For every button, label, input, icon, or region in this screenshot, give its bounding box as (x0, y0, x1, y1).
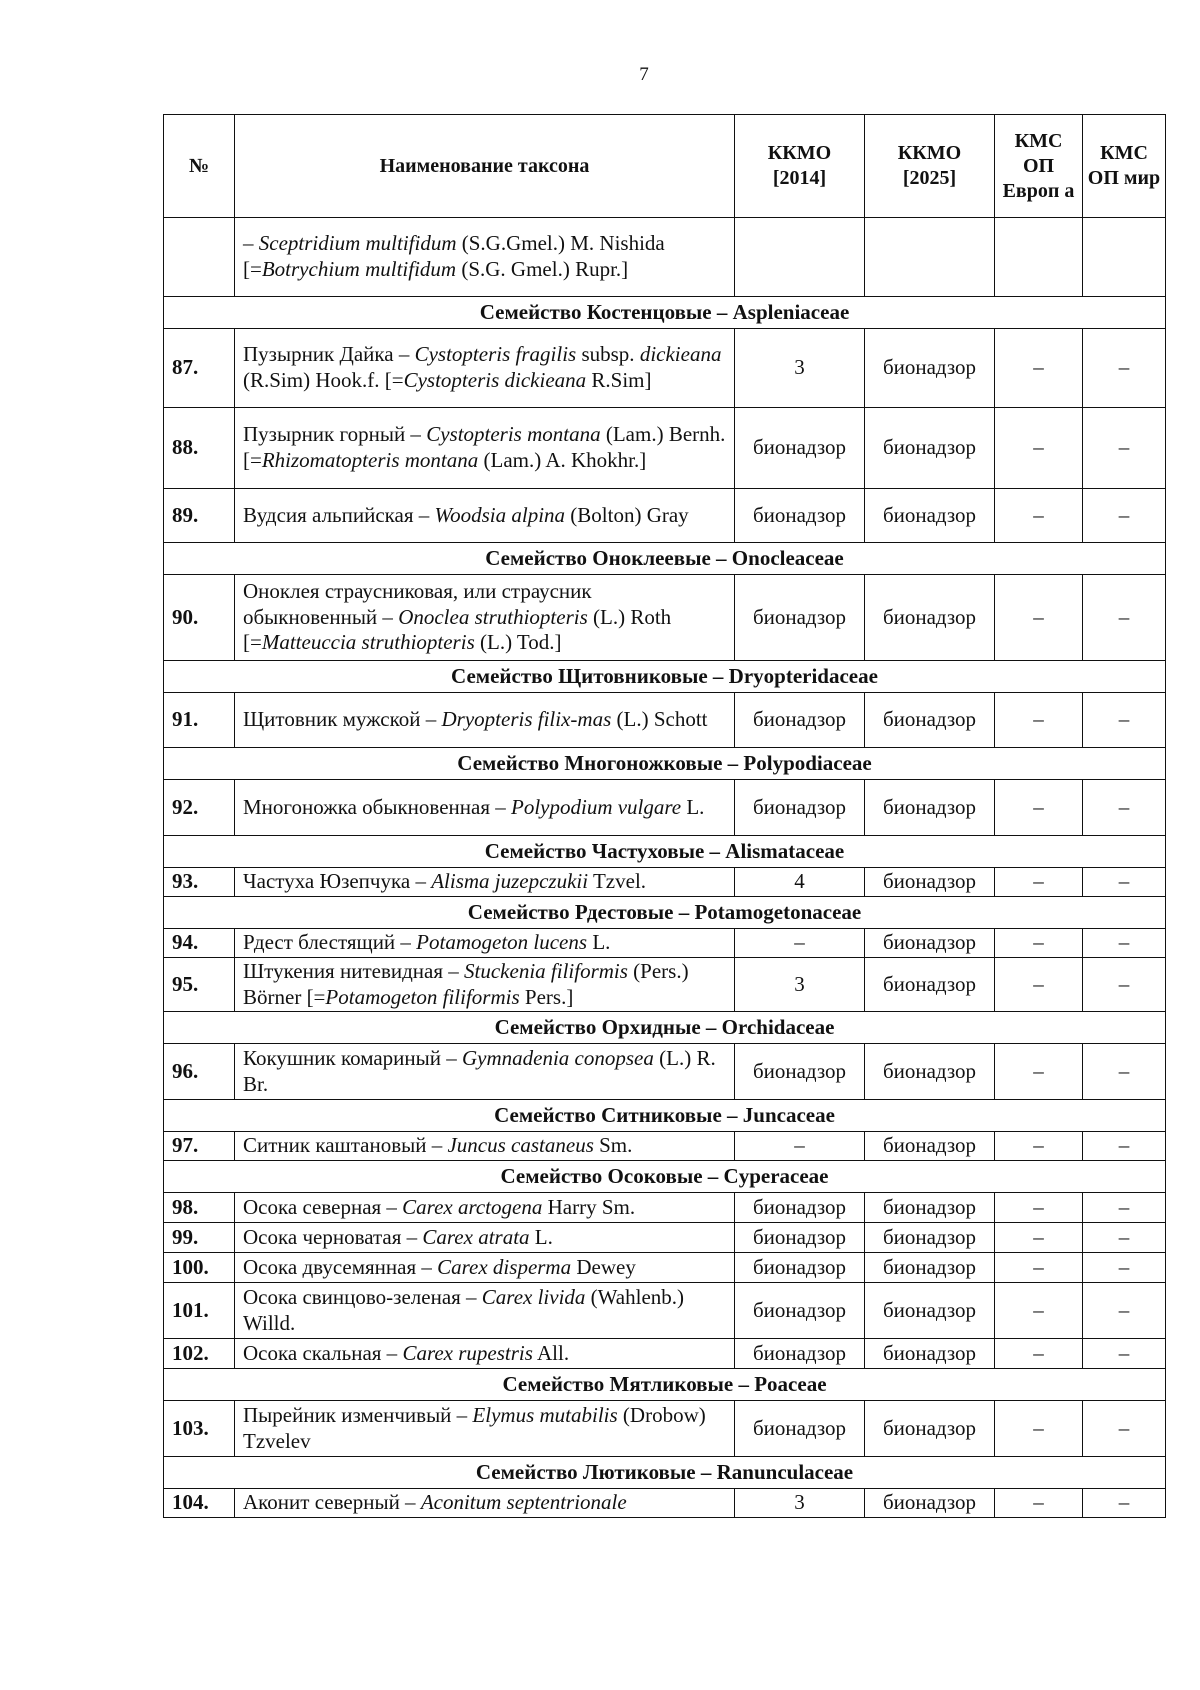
name-text: (L.) Roth [= (243, 604, 672, 655)
kkmo-2025-status: бионадзор (865, 929, 995, 958)
name-text: Harry Sm. (542, 1194, 636, 1219)
name-text: Sm. (593, 1133, 633, 1158)
latin-name: Aconitum septentrionale (420, 1490, 627, 1515)
name-text: All. (532, 1340, 570, 1365)
kkmo-2025-status: бионадзор (865, 958, 995, 1012)
kms-world-status: – (1083, 1339, 1166, 1369)
row-number: 88. (164, 408, 235, 489)
family-heading: Семейство Рдестовые – Potamogetonaceae (164, 897, 1166, 929)
kkmo-2014-status: бионадзор (735, 489, 865, 543)
family-row (164, 836, 1166, 868)
table-row (164, 1132, 1166, 1161)
kkmo-2014-status: бионадзор (735, 1283, 865, 1339)
table-row (164, 1044, 1166, 1100)
taxon-name (235, 693, 735, 748)
taxon-name (235, 408, 735, 489)
kms-world-status: – (1083, 1253, 1166, 1283)
kms-europe-status: – (995, 1253, 1083, 1283)
name-text: (L.) R. Br. (243, 1045, 716, 1096)
kms-europe-status: – (995, 958, 1083, 1012)
latin-name: Cystopteris montana (426, 422, 601, 447)
table-row (164, 408, 1166, 489)
latin-name: Stuckenia filiformis (464, 958, 628, 983)
family-heading: Семейство Многоножковые – Polypodiaceae (164, 748, 1166, 780)
kkmo-2014-status: 3 (735, 329, 865, 408)
kms-europe-status: – (995, 1401, 1083, 1457)
kkmo-2025-status: бионадзор (865, 1044, 995, 1100)
name-text: L. (587, 930, 611, 955)
header-kkmo-2014: ККМО [2014] (735, 115, 865, 218)
taxon-name (235, 1044, 735, 1100)
row-number: 97. (164, 1132, 235, 1161)
family-heading: Семейство Частуховые – Alismataceae (164, 836, 1166, 868)
family-heading: Семейство Щитовниковые – Dryopteridaceae (164, 661, 1166, 693)
kkmo-2014-status: бионадзор (735, 693, 865, 748)
latin-name: Botrychium multifidum (261, 257, 457, 281)
taxon-name (235, 780, 735, 836)
family-row (164, 543, 1166, 575)
latin-name: Onoclea struthiopteris (398, 604, 588, 629)
kms-world-status: – (1083, 780, 1166, 836)
kms-europe-status: – (995, 1339, 1083, 1369)
taxon-name (235, 1193, 735, 1223)
kkmo-2025-status: бионадзор (865, 1283, 995, 1339)
kkmo-2014-status: 4 (735, 868, 865, 897)
row-number: 102. (164, 1339, 235, 1369)
latin-name: Cystopteris dickieana (403, 368, 587, 392)
kkmo-2014-status: бионадзор (735, 1339, 865, 1369)
latin-name: Cystopteris fragilis (414, 342, 577, 367)
kms-world-status: – (1083, 1283, 1166, 1339)
row-number: 89. (164, 489, 235, 543)
table-row (164, 218, 1166, 297)
family-row (164, 1100, 1166, 1132)
family-heading: Семейство Оноклеевые – Onocleaceae (164, 543, 1166, 575)
latin-name: Carex livida (481, 1284, 586, 1309)
kkmo-2025-status: бионадзор (865, 408, 995, 489)
name-text: R.Sim] (586, 368, 652, 392)
kms-europe-status: – (995, 1193, 1083, 1223)
name-text: (Lam.) A. Khokhr.] (478, 448, 647, 472)
table-row (164, 1401, 1166, 1457)
kkmo-2025-status: бионадзор (865, 780, 995, 836)
kms-world-status: – (1083, 575, 1166, 661)
taxon-name (235, 929, 735, 958)
kms-europe-status: – (995, 868, 1083, 897)
kkmo-2025-status (865, 218, 995, 297)
table-row (164, 958, 1166, 1012)
latin-name: Potamogeton filiformis (325, 984, 520, 1009)
row-number: 90. (164, 575, 235, 661)
kms-world-status: – (1083, 868, 1166, 897)
table-row (164, 780, 1166, 836)
name-text: (R.Sim) Hook.f. [= (243, 368, 404, 392)
family-row (164, 1457, 1166, 1489)
name-text: Кокушник комариный – (243, 1045, 462, 1070)
latin-name: Gymnadenia conopsea (462, 1045, 654, 1070)
row-number: 98. (164, 1193, 235, 1223)
name-text: (L.) Tod.] (474, 630, 562, 655)
row-number: 100. (164, 1253, 235, 1283)
table-row (164, 1489, 1166, 1518)
name-text: Вудсия альпийская – (243, 502, 435, 527)
family-heading: Семейство Ситниковые – Juncaceae (164, 1100, 1166, 1132)
taxon-name (235, 1223, 735, 1253)
name-text: Tzvel. (588, 869, 647, 894)
kkmo-2014-status (735, 218, 865, 297)
kkmo-2025-status: бионадзор (865, 329, 995, 408)
latin-name: Carex atrata (422, 1224, 530, 1249)
kkmo-2014-status: бионадзор (735, 1193, 865, 1223)
kkmo-2014-status: – (735, 929, 865, 958)
name-text: subsp. (576, 342, 640, 367)
taxon-name (235, 575, 735, 661)
latin-name: Potamogeton lucens (416, 930, 588, 955)
name-text: (S.G.Gmel.) M. Nishida [= (243, 231, 665, 281)
name-text: Осока свинцово-зеленая – (243, 1284, 482, 1309)
latin-name: Rhizomatopteris montana (261, 448, 479, 472)
taxon-name (235, 489, 735, 543)
name-text: (Bolton) Gray (565, 502, 689, 527)
header-kms-world: КМС ОП мир (1083, 115, 1166, 218)
name-text: Пузырник горный – (243, 422, 427, 447)
row-number: 93. (164, 868, 235, 897)
row-number: 92. (164, 780, 235, 836)
kkmo-2025-status: бионадзор (865, 868, 995, 897)
taxon-name (235, 218, 735, 297)
name-text: Многоножка обыкновенная – (243, 794, 511, 819)
name-text: Аконит северный – (243, 1490, 421, 1515)
taxon-name (235, 1132, 735, 1161)
kms-world-status: – (1083, 1489, 1166, 1518)
taxon-name (235, 329, 735, 408)
row-number: 94. (164, 929, 235, 958)
row-number: 103. (164, 1401, 235, 1457)
name-text: Ситник каштановый – (243, 1133, 448, 1158)
table-row (164, 575, 1166, 661)
name-text: Щитовник мужской – (243, 707, 442, 732)
latin-name: Carex arctogena (402, 1194, 543, 1219)
table-row (164, 329, 1166, 408)
name-text: (Drobow) Tzvelev (243, 1402, 706, 1453)
kkmo-2014-status: бионадзор (735, 1044, 865, 1100)
name-text: Оноклея страусниковая, или страусник обыкновенный – (243, 579, 592, 629)
kkmo-2025-status: бионадзор (865, 1339, 995, 1369)
row-number: 96. (164, 1044, 235, 1100)
table-row (164, 1223, 1166, 1253)
family-row (164, 661, 1166, 693)
page-number: 7 (639, 64, 649, 85)
latin-name: Polypodium vulgare (511, 794, 682, 819)
row-number: 87. (164, 329, 235, 408)
kms-europe-status: – (995, 1132, 1083, 1161)
family-heading: Семейство Орхидные – Orchidaceae (164, 1012, 1166, 1044)
kms-europe-status: – (995, 575, 1083, 661)
family-row (164, 748, 1166, 780)
kms-europe-status: – (995, 1044, 1083, 1100)
kkmo-2025-status: бионадзор (865, 693, 995, 748)
kkmo-2014-status: бионадзор (735, 1223, 865, 1253)
family-heading: Семейство Лютиковые – Ranunculaceae (164, 1457, 1166, 1489)
kms-europe-status: – (995, 693, 1083, 748)
latin-name: Sceptridium multifidum (258, 231, 457, 256)
kms-europe-status: – (995, 1223, 1083, 1253)
latin-name: Alisma juzepczukii (431, 869, 589, 894)
kkmo-2025-status: бионадзор (865, 1223, 995, 1253)
row-number: 104. (164, 1489, 235, 1518)
kms-world-status: – (1083, 489, 1166, 543)
name-text: (Wahlenb.) Willd. (243, 1284, 685, 1335)
taxon-name (235, 868, 735, 897)
latin-name: dickieana (639, 342, 722, 367)
kms-europe-status: – (995, 329, 1083, 408)
taxon-name (235, 1489, 735, 1518)
kms-world-status: – (1083, 1401, 1166, 1457)
row-number: 99. (164, 1223, 235, 1253)
name-text: L. (681, 794, 705, 819)
latin-name: Carex disperma (437, 1254, 572, 1279)
name-text: Частуха Юзепчука – (243, 869, 432, 894)
kms-world-status: – (1083, 1044, 1166, 1100)
latin-name: Juncus castaneus (447, 1133, 594, 1158)
name-text: (Lam.) Bernh. [= (243, 422, 726, 472)
name-text: Пырейник изменчивый – (243, 1402, 473, 1427)
kkmo-2014-status: бионадзор (735, 408, 865, 489)
table-row (164, 1339, 1166, 1369)
kms-world-status: – (1083, 329, 1166, 408)
latin-name: Carex rupestris (402, 1340, 533, 1365)
name-text: Осока двусемянная – (243, 1254, 438, 1279)
name-text: Осока скальная – (243, 1340, 403, 1365)
name-text: (Pers.) Börner [= (243, 958, 689, 1009)
name-text: Dewey (571, 1254, 636, 1279)
table-row (164, 868, 1166, 897)
row-number: 95. (164, 958, 235, 1012)
kms-europe-status: – (995, 1489, 1083, 1518)
family-row (164, 1369, 1166, 1401)
kkmo-2025-status: бионадзор (865, 575, 995, 661)
name-text: Пузырник Дайка – (243, 342, 415, 367)
name-text: L. (529, 1224, 553, 1249)
name-text: Рдест блестящий – (243, 930, 417, 955)
table-row (164, 1193, 1166, 1223)
kkmo-2014-status: 3 (735, 1489, 865, 1518)
table-row (164, 693, 1166, 748)
kkmo-2025-status: бионадзор (865, 1193, 995, 1223)
name-text: Осока северная – (243, 1194, 403, 1219)
kms-europe-status: – (995, 929, 1083, 958)
header-kkmo-2025: ККМО [2025] (865, 115, 995, 218)
family-heading: Семейство Мятликовые – Poaceae (164, 1369, 1166, 1401)
kms-europe-status (995, 218, 1083, 297)
kms-europe-status: – (995, 780, 1083, 836)
kms-world-status: – (1083, 408, 1166, 489)
family-heading: Семейство Осоковые – Cyperaceae (164, 1161, 1166, 1193)
name-text: Осока черноватая – (243, 1224, 423, 1249)
family-row (164, 1161, 1166, 1193)
row-number (164, 218, 235, 297)
taxon-name (235, 1401, 735, 1457)
row-number: 101. (164, 1283, 235, 1339)
kms-world-status: – (1083, 693, 1166, 748)
kms-world-status: – (1083, 1223, 1166, 1253)
table-row (164, 489, 1166, 543)
name-text: Штукения нитевидная – (243, 958, 465, 983)
kms-world-status: – (1083, 958, 1166, 1012)
header-number: № (164, 115, 235, 218)
name-text: (S.G. Gmel.) Rupr.] (456, 257, 629, 281)
table-row (164, 929, 1166, 958)
kkmo-2014-status: бионадзор (735, 575, 865, 661)
family-row (164, 1012, 1166, 1044)
kkmo-2025-status: бионадзор (865, 1132, 995, 1161)
name-text: – (243, 231, 259, 256)
latin-name: Matteuccia struthiopteris (261, 630, 475, 655)
kkmo-2025-status: бионадзор (865, 1401, 995, 1457)
kkmo-2014-status: бионадзор (735, 1253, 865, 1283)
kkmo-2025-status: бионадзор (865, 489, 995, 543)
latin-name: Dryopteris filix-mas (441, 707, 612, 732)
kkmo-2014-status: 3 (735, 958, 865, 1012)
table-header-row (164, 115, 1166, 218)
name-text: (L.) Schott (611, 707, 708, 732)
kkmo-2014-status: – (735, 1132, 865, 1161)
row-number: 91. (164, 693, 235, 748)
family-heading: Семейство Костенцовые – Aspleniaceae (164, 297, 1166, 329)
kms-world-status: – (1083, 1193, 1166, 1223)
taxon-name (235, 958, 735, 1012)
name-text: Pers.] (519, 984, 574, 1009)
taxon-name (235, 1283, 735, 1339)
family-row (164, 897, 1166, 929)
taxon-name (235, 1253, 735, 1283)
table-body (164, 218, 1166, 1518)
table-row (164, 1253, 1166, 1283)
kkmo-2014-status: бионадзор (735, 780, 865, 836)
latin-name: Woodsia alpina (434, 502, 566, 527)
kms-world-status: – (1083, 1132, 1166, 1161)
kkmo-2014-status: бионадзор (735, 1401, 865, 1457)
taxon-name (235, 1339, 735, 1369)
taxa-table (163, 114, 1166, 1518)
kms-world-status: – (1083, 929, 1166, 958)
kms-europe-status: – (995, 408, 1083, 489)
header-kms-europe: КМС ОП Европ а (995, 115, 1083, 218)
table-row (164, 1283, 1166, 1339)
kms-europe-status: – (995, 489, 1083, 543)
kkmo-2025-status: бионадзор (865, 1253, 995, 1283)
header-taxon-name: Наименование таксона (235, 115, 735, 218)
latin-name: Elymus mutabilis (472, 1402, 618, 1427)
kms-europe-status: – (995, 1283, 1083, 1339)
kms-world-status (1083, 218, 1166, 297)
family-row (164, 297, 1166, 329)
kkmo-2025-status: бионадзор (865, 1489, 995, 1518)
